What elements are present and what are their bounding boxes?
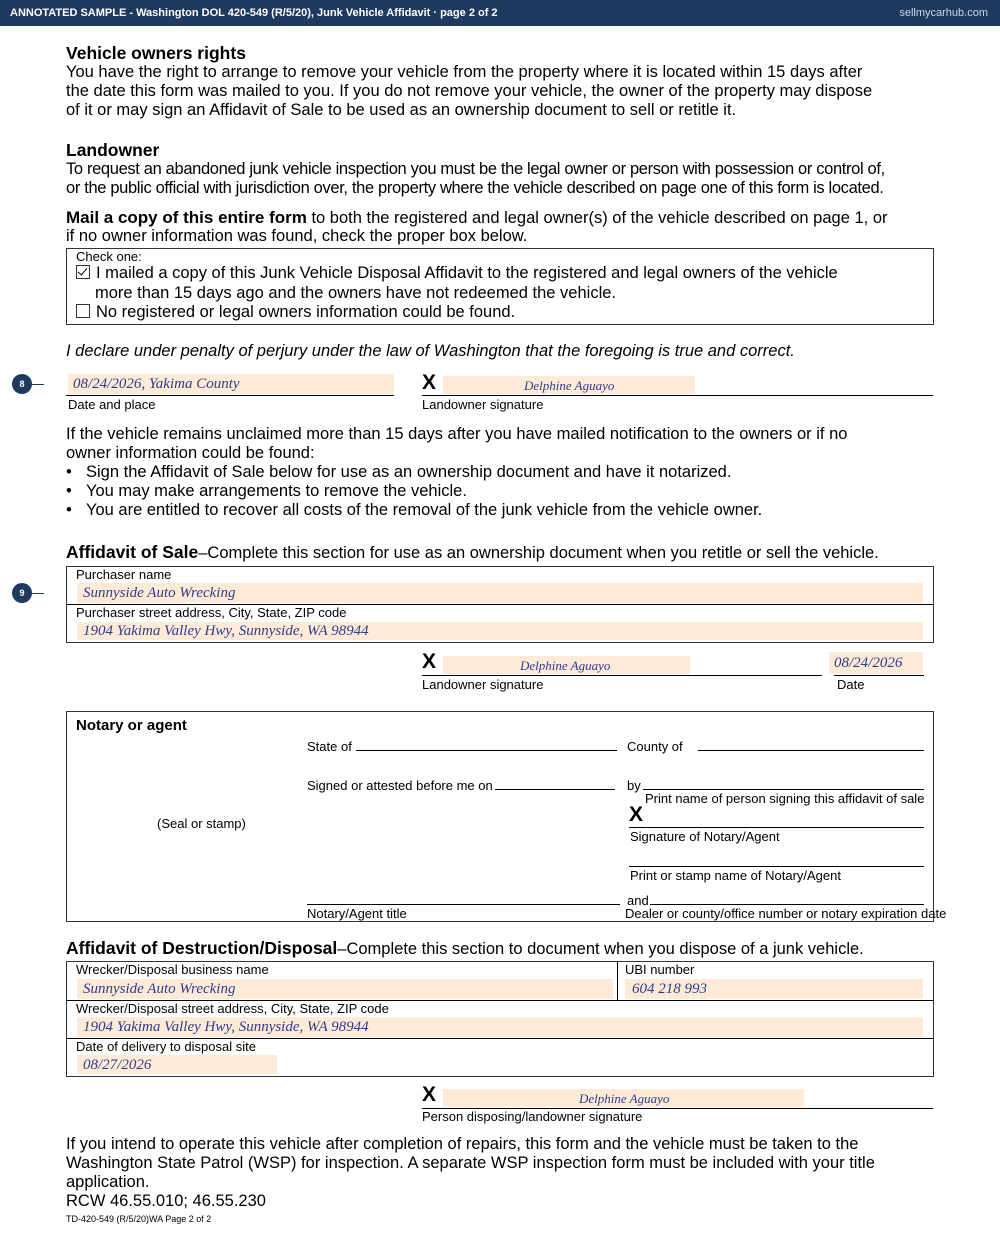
county-of-label: County of (627, 739, 683, 754)
option-mailed-line-1: I mailed a copy of this Junk Vehicle Disposal Affidavit to the registered and legal owners of the vehicle (96, 264, 838, 282)
bullet-remove (66, 482, 467, 501)
sale-date-field[interactable]: 08/24/2026 (834, 655, 903, 671)
date-place-field[interactable]: 08/24/2026, Yakima County (73, 376, 240, 392)
rights-line-1: You have the right to arrange to remove your vehicle from the property where it is located within 15 days after (66, 63, 863, 81)
landowner-signature-line (422, 395, 933, 396)
date-place-line (66, 395, 394, 396)
bullet-recover-text: You are entitled to recover all costs of the removal of the junk vehicle from the vehicle owner. (86, 501, 763, 519)
dealer-line[interactable] (650, 904, 924, 905)
date-place-label: Date and place (68, 397, 156, 412)
landowner-signature-label: Landowner signature (422, 397, 544, 412)
mail-instruction-bold: Mail a copy of this entire form (66, 208, 307, 227)
mail-instruction-rest: to both the registered and legal owner(s) of the vehicle described on page 1, or (306, 209, 888, 227)
option-no-owner-label: No registered or legal owners information could be found. (96, 303, 516, 321)
destruction-heading-bold: Affidavit of Destruction/Disposal (66, 938, 338, 958)
footer-line-1: If you intend to operate this vehicle after completion of repairs, this form and the vehicle must be taken to the (66, 1135, 859, 1153)
unclaimed-line-2: owner information could be found: (66, 444, 315, 462)
dealer-label: Dealer or county/office number or notary expiration date (625, 906, 947, 921)
check-one-label: Check one: (76, 249, 142, 264)
landowner-line-2: or the public official with jurisdiction over, the property where the vehicle described on page one of this form is located. (66, 179, 884, 197)
delivery-date-field[interactable]: 08/27/2026 (83, 1057, 152, 1073)
rights-line-2: the date this form was mailed to you. If you do not remove your vehicle, the owner of the property may dispose (66, 82, 873, 100)
state-of-label: State of (307, 739, 352, 754)
business-name-label: Wrecker/Disposal business name (76, 962, 269, 977)
sale-signature-label: Landowner signature (422, 677, 544, 692)
delivery-date-label: Date of delivery to disposal site (76, 1039, 256, 1054)
destruction-heading-rest: –Complete this section to document when you dispose of a junk vehicle. (337, 940, 864, 958)
seal-stamp-label: (Seal or stamp) (157, 816, 246, 831)
sale-heading-bold: Affidavit of Sale (66, 542, 199, 562)
annotation-badge-9: 9 (12, 583, 32, 603)
disposal-address-field[interactable]: 1904 Yakima Valley Hwy, Sunnyside, WA 98944 (83, 1019, 369, 1035)
notary-heading: Notary or agent (76, 717, 187, 734)
sale-heading-rest: –Complete this section for use as an ownership document when you retitle or sell the vehicle. (198, 544, 879, 562)
disposal-column-divider (617, 962, 618, 1000)
annotation-badge-8: 8 (12, 374, 32, 394)
rcw-reference: RCW 46.55.010; 46.55.230 (66, 1192, 266, 1210)
rights-heading: Vehicle owners rights (66, 43, 246, 63)
notary-title-label: Notary/Agent title (307, 906, 407, 921)
and-label: and (627, 893, 649, 908)
option-mailed-line-2: more than 15 days ago and the owners have not redeemed the vehicle. (95, 284, 617, 302)
print-stamp-label: Print or stamp name of Notary/Agent (630, 868, 841, 883)
destruction-heading (66, 939, 864, 959)
mail-instruction (66, 208, 888, 228)
print-name-label: Print name of person signing this affidavit of sale (645, 791, 925, 806)
unclaimed-line-1: If the vehicle remains unclaimed more than 15 days after you have mailed notification to the owners or if no (66, 425, 848, 443)
business-name-field[interactable]: Sunnyside Auto Wrecking (83, 981, 236, 997)
disposal-signature-label: Person disposing/landowner signature (422, 1109, 643, 1124)
by-line[interactable] (643, 789, 924, 790)
sale-signature-line (422, 675, 822, 676)
notary-signature-line[interactable] (629, 827, 924, 828)
mail-instruction-line-2: if no owner information was found, check the proper box below. (66, 227, 528, 245)
sale-signature-field[interactable]: Delphine Aguayo (520, 658, 611, 673)
badge-8-connector (30, 384, 44, 385)
bullet-recover-costs (66, 501, 762, 520)
bullet-notarize (66, 463, 731, 482)
county-of-line[interactable] (698, 750, 924, 751)
disposal-signature-field[interactable]: Delphine Aguayo (579, 1091, 670, 1106)
ubi-label: UBI number (625, 962, 695, 977)
purchaser-name-field[interactable]: Sunnyside Auto Wrecking (83, 585, 236, 601)
notary-signature-label: Signature of Notary/Agent (630, 829, 780, 844)
badge-9-connector (30, 593, 44, 594)
signed-before-line[interactable] (495, 789, 615, 790)
signed-before-label: Signed or attested before me on (307, 778, 493, 793)
annotation-header-bar (0, 0, 1000, 26)
purchaser-address-field[interactable]: 1904 Yakima Valley Hwy, Sunnyside, WA 98944 (83, 623, 369, 639)
notary-title-line[interactable] (307, 904, 620, 905)
option-no-owner[interactable] (76, 303, 515, 322)
ubi-field[interactable]: 604 218 993 (632, 981, 707, 997)
mailed-checkbox[interactable] (76, 265, 90, 279)
perjury-declaration: I declare under penalty of perjury under the law of Washington that the foregoing is true and correct. (66, 342, 795, 360)
landowner-signature-field[interactable]: Delphine Aguayo (524, 378, 615, 393)
by-label: by (627, 778, 641, 793)
bullet-dot: • (66, 463, 72, 481)
purchaser-address-label: Purchaser street address, City, State, ZIP code (76, 605, 347, 620)
print-stamp-line[interactable] (629, 866, 924, 867)
landowner-line-1: To request an abandoned junk vehicle inspection you must be the legal owner or person with possession or control of, (66, 160, 885, 178)
no-owner-checkbox[interactable] (76, 304, 90, 318)
footer-line-3: application. (66, 1173, 150, 1191)
bullet-notarize-text: Sign the Affidavit of Sale below for use as an ownership document and have it notarized. (86, 463, 732, 481)
purchaser-name-label: Purchaser name (76, 567, 172, 582)
footer-line-2: Washington State Patrol (WSP) for inspection. A separate WSP inspection form must be included with your title (66, 1154, 875, 1172)
sale-date-label: Date (837, 677, 865, 692)
x-mark: X (422, 371, 437, 394)
sale-date-line (834, 675, 924, 676)
sale-heading (66, 543, 879, 563)
x-mark: X (422, 650, 437, 673)
rights-line-3: of it or may sign an Affidavit of Sale to be used as an ownership document to sell or retitle it. (66, 101, 737, 119)
state-of-line[interactable] (356, 750, 617, 751)
option-mailed[interactable] (76, 264, 838, 283)
bullet-dot: • (66, 482, 72, 500)
form-id: TD-420-549 (R/5/20)WA Page 2 of 2 (66, 1214, 212, 1224)
x-mark: X (422, 1083, 437, 1106)
bullet-remove-text: You may make arrangements to remove the vehicle. (86, 482, 467, 500)
disposal-address-label: Wrecker/Disposal street address, City, State, ZIP code (76, 1001, 389, 1016)
x-mark: X (629, 803, 644, 826)
bullet-dot: • (66, 501, 72, 519)
landowner-heading: Landowner (66, 140, 160, 160)
header-site-link[interactable]: sellmycarhub.com (899, 7, 988, 19)
header-title: ANNOTATED SAMPLE - Washington DOL 420-549 (R/5/20), Junk Vehicle Affidavit · page 2 of 2 (10, 7, 498, 19)
